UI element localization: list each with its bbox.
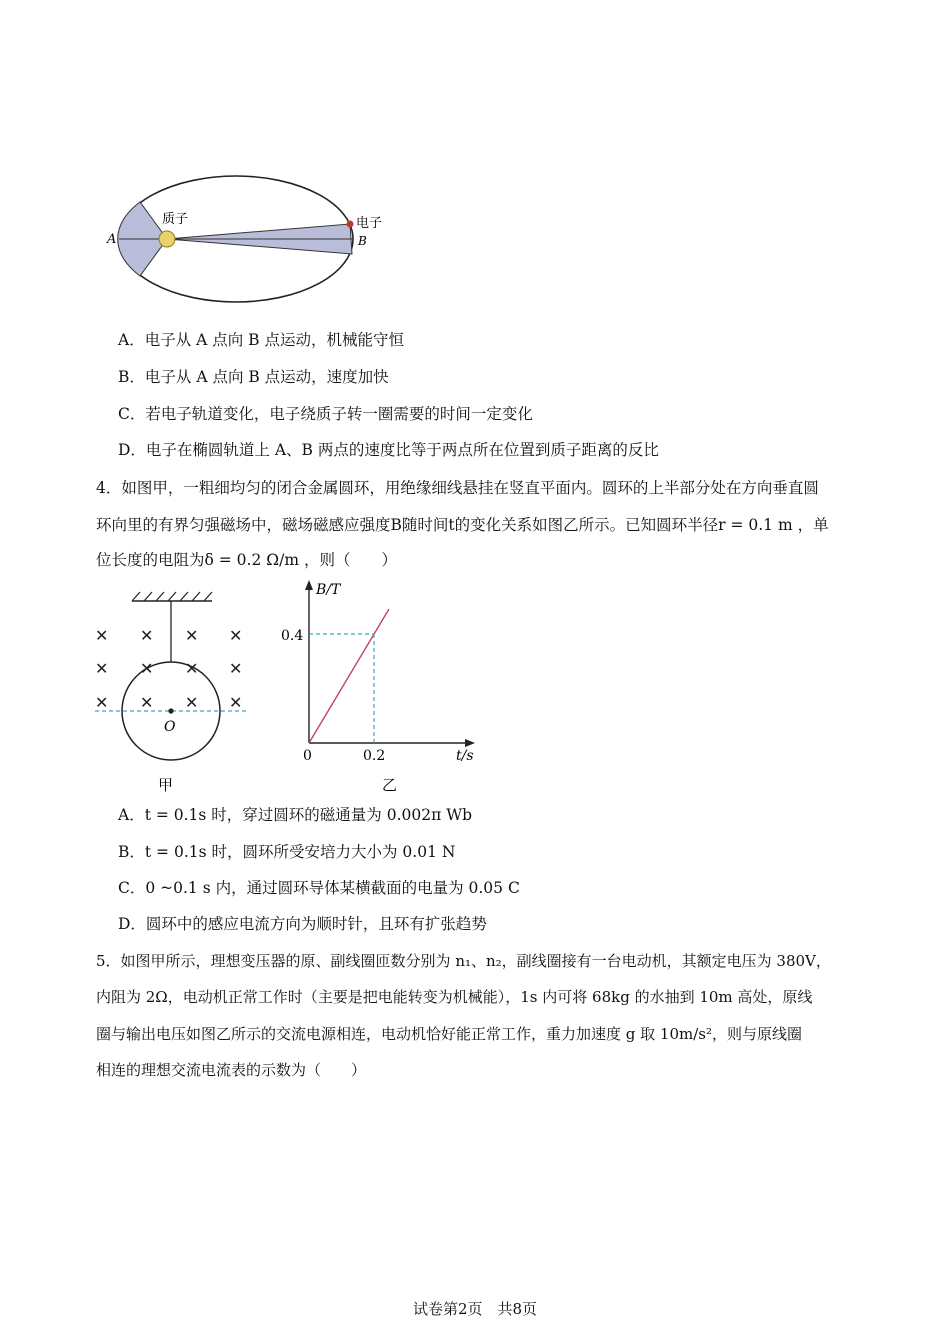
q4-stem-line-2: 环向里的有界匀强磁场中，磁场磁感应强度B随时间t的变化关系如图乙所示。已知圆环半径r = 0.1 m ，单	[96, 516, 829, 534]
svg-text:✕: ✕	[185, 626, 199, 645]
x-axis-label: t/s	[456, 748, 474, 764]
q3-option-c: C．若电子轨道变化，电子绕质子转一圈需要的时间一定变化	[118, 405, 533, 423]
label-O: O	[164, 719, 176, 735]
caption-jia: 甲	[158, 776, 174, 794]
q5-stem-line-4: 相连的理想交流电流表的示数为（ ）	[96, 1061, 367, 1079]
svg-text:✕: ✕	[140, 659, 154, 678]
svg-text:✕: ✕	[140, 626, 154, 645]
q5-stem-line-2: 内阻为 2Ω，电动机正常工作时（主要是把电能转变为机械能），1s 内可将 68kg 的水抽到 10m 高处，原线	[96, 988, 813, 1006]
x-axis-arrow	[465, 739, 475, 747]
page-footer: 试卷第2页 共8页	[412, 1300, 538, 1318]
q4-option-d: D．圆环中的感应电流方向为顺时针，且环有扩张趋势	[118, 915, 487, 933]
svg-text:✕: ✕	[229, 626, 243, 645]
figure-jia	[90, 585, 260, 800]
svg-text:✕: ✕	[185, 659, 199, 678]
q5-stem-line-3: 圈与输出电压如图乙所示的交流电源相连，电动机恰好能正常工作，重力加速度 g 取 10m/s²，则与原线圈	[96, 1025, 802, 1043]
q5-stem-line-1: 5．如图甲所示，理想变压器的原、副线圈匝数分别为 n₁、n₂，副线圈接有一台电动机，其额定电压为 380V，	[96, 952, 831, 970]
q4-option-a: A．t = 0.1s 时，穿过圆环的磁通量为 0.002π Wb	[118, 806, 473, 824]
svg-text:✕: ✕	[185, 693, 199, 712]
q4-option-c: C．0 ~0.1 s 内，通过圆环导体某横截面的电量为 0.05 C	[118, 879, 520, 897]
y-axis-arrow	[305, 580, 313, 590]
svg-text:✕: ✕	[95, 659, 109, 678]
q3-option-b: B．电子从 A 点向 B 点运动，速度加快	[118, 368, 389, 386]
svg-text:✕: ✕	[229, 693, 243, 712]
svg-text:✕: ✕	[229, 659, 243, 678]
figure-yi	[270, 576, 485, 800]
svg-text:✕: ✕	[95, 626, 109, 645]
b-t-line	[309, 609, 389, 743]
q4-stem-line-1: 4．如图甲，一粗细均匀的闭合金属圆环，用绝缘细线悬挂在竖直平面内。圆环的上半部分处在方向垂直圆	[96, 479, 819, 497]
q4-stem-line-3: 位长度的电阻为δ = 0.2 Ω/m ，则（ ）	[96, 551, 397, 569]
x-tick-label: 0.2	[363, 748, 386, 764]
svg-text:✕: ✕	[95, 693, 109, 712]
q4-option-b: B．t = 0.1s 时，圆环所受安培力大小为 0.01 N	[118, 843, 456, 861]
q3-option-d: D．电子在椭圆轨道上 A、B 两点的速度比等于两点所在位置到质子距离的反比	[118, 441, 659, 459]
y-axis-label: B/T	[316, 582, 341, 598]
label-electron: 电子	[356, 216, 383, 231]
ceiling-hatch	[132, 592, 212, 601]
svg-text:✕: ✕	[140, 693, 154, 712]
label-proton: 质子	[162, 212, 189, 227]
label-A: A	[107, 232, 117, 247]
magnetic-field-crosses	[95, 626, 242, 712]
orbit-figure	[100, 168, 400, 308]
caption-yi: 乙	[382, 776, 398, 794]
electron	[347, 221, 354, 228]
q3-option-a: A．电子从 A 点向 B 点运动，机械能守恒	[118, 331, 404, 349]
proton	[159, 231, 175, 247]
origin-label: 0	[303, 748, 312, 764]
ring-center	[168, 708, 173, 713]
label-B: B	[358, 234, 367, 248]
y-tick-label: 0.4	[281, 628, 304, 644]
